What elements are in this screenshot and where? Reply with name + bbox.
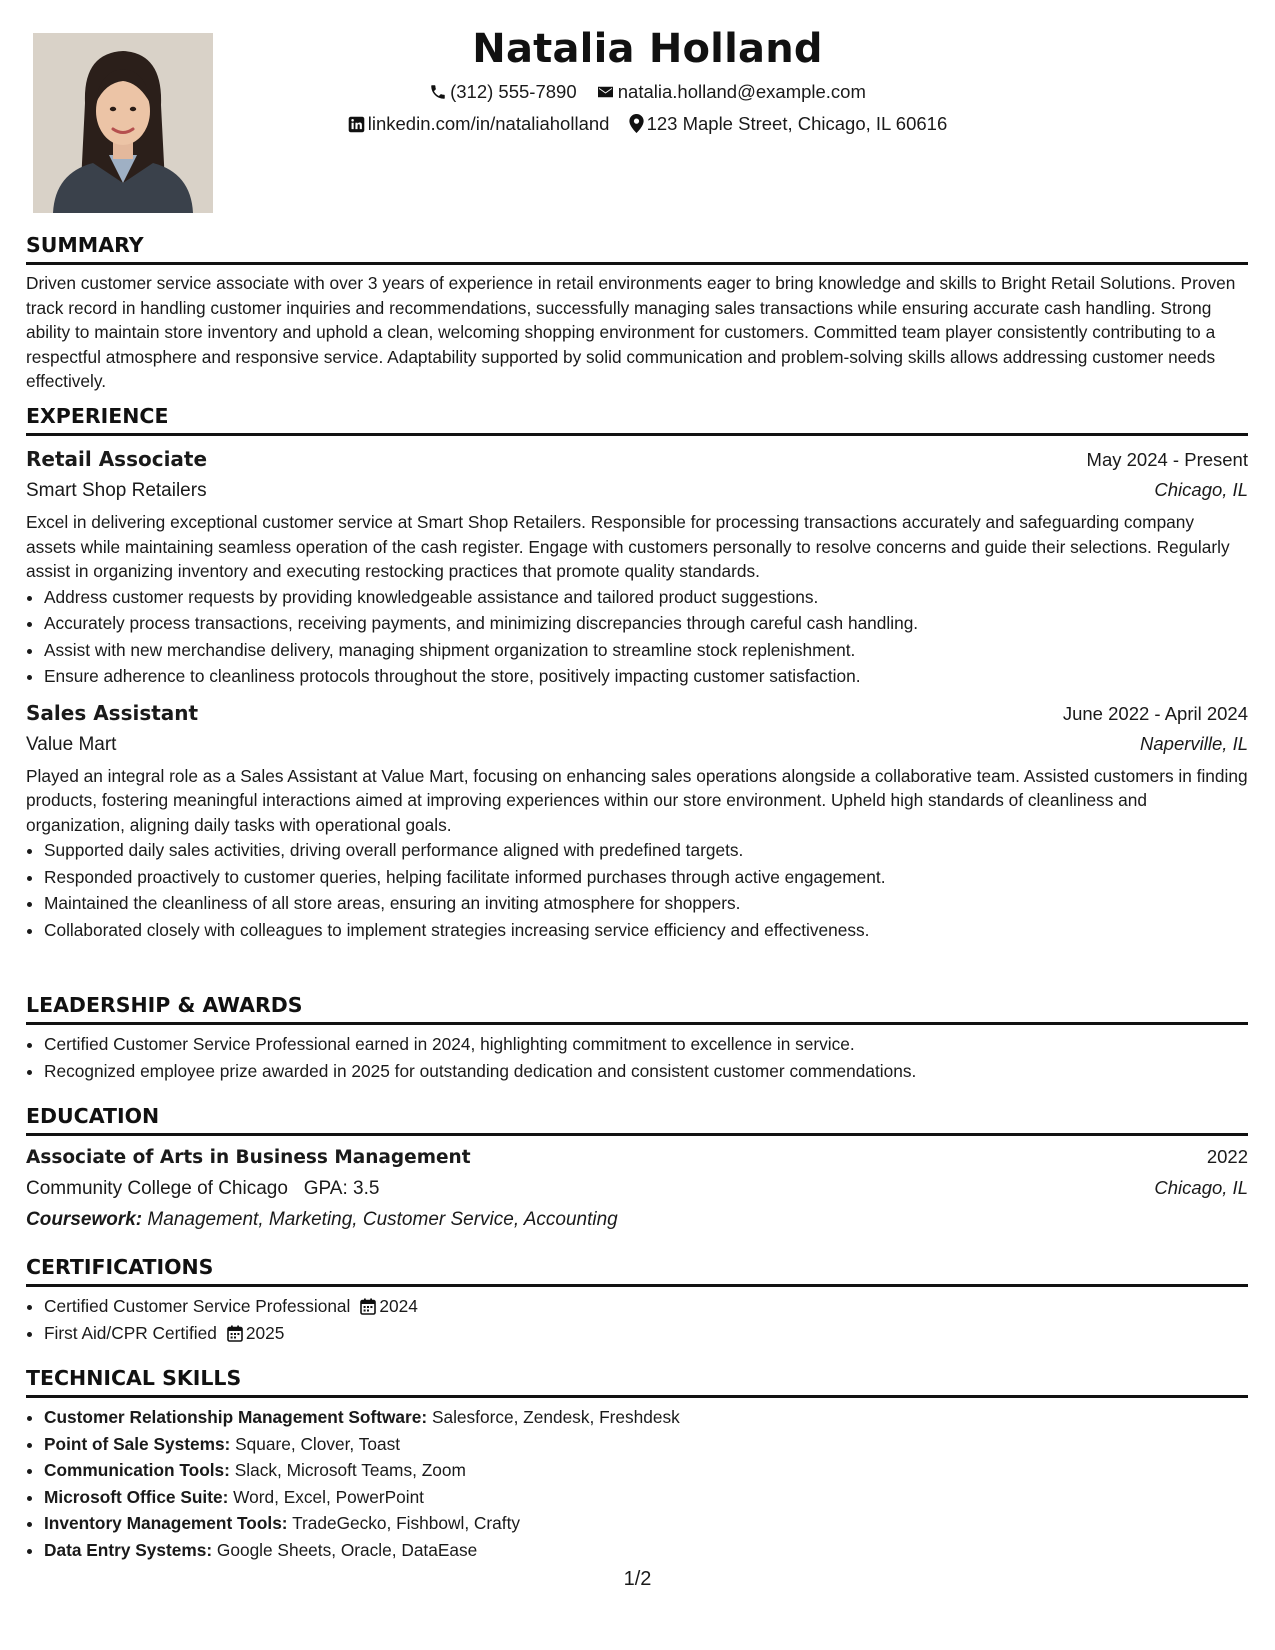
address-contact xyxy=(629,108,948,140)
job-bullet: • Collaborated closely with colleagues to implement strategies increasing service efficiency and effectiveness. xyxy=(44,917,1248,944)
job-description: Played an integral role as a Sales Assistant at Value Mart, focusing on enhancing sales operations alongside a collaborative team. Assisted customers in finding products, fostering meaningful interactions aimed at improving experiences within our store environment. Upheld high standards of cleanliness and organization, aligning daily tasks with operational goals. xyxy=(26,765,1248,835)
skill-category: Data Entry Systems: xyxy=(44,1539,213,1560)
coursework-line xyxy=(26,1204,1248,1236)
skill-values: Google Sheets, Oracle, DataEase xyxy=(216,1539,478,1560)
phone-icon xyxy=(429,83,447,101)
calendar-icon xyxy=(360,1298,376,1315)
experience-section xyxy=(26,403,1248,943)
job-description: Excel in delivering exceptional customer service at Smart Shop Retailers. Responsible for processing transactions accurately and safeguarding company assets while maintaining seamless operation of the cash register. Engage with customers personally to resolve concerns and guide their selections. Regularly assist in organizing inventory and executing restocking practices that promote quality standards. xyxy=(26,512,1230,581)
skill-values: Salesforce, Zendesk, Freshdesk xyxy=(431,1407,680,1427)
section-title-education: EDUCATION xyxy=(26,1103,1248,1136)
resume-header xyxy=(260,22,1035,140)
job-location: Chicago, IL xyxy=(1154,479,1248,500)
awards-section xyxy=(26,992,1248,1084)
certifications-section xyxy=(26,1254,1248,1346)
email-text: natalia.holland@example.com xyxy=(617,81,866,102)
job-bullet: • Supported daily sales activities, driving overall performance aligned with predefined targets. xyxy=(44,837,1248,864)
contact-line-2 xyxy=(260,108,1035,140)
certification-name: First Aid/CPR Certified xyxy=(44,1322,217,1343)
skill-category: Microsoft Office Suite: xyxy=(44,1486,229,1507)
summary-text: Driven customer service associate with over 3 years of experience in retail environments eager to bring knowledge and skills to Bright Retail Solutions. Proven track record in handling customer inquiries and recommendations, successfully managing sales transactions while ensuring accurate cash handling. Strong ability to maintain store inventory and uphold a clean, welcoming shopping environment for customers. Committed team player consistently contributing to a respectful atmosphere and responsive service. Adaptability supported by solid communication and problem-solving skills allows addressing customer needs effectively. xyxy=(26,273,1236,391)
job-bullet: • Responded proactively to customer queries, helping facilitate informed purchases through active engagement. xyxy=(44,864,1248,891)
certification-item xyxy=(44,1293,1248,1320)
linkedin-text: linkedin.com/in/nataliaholland xyxy=(367,113,610,134)
certification-year: 2024 xyxy=(379,1296,418,1316)
address-text: 123 Maple Street, Chicago, IL 60616 xyxy=(646,113,948,134)
awards-list xyxy=(26,1031,1248,1084)
calendar-icon xyxy=(227,1325,243,1342)
email-contact[interactable] xyxy=(596,76,866,108)
degree-name: Associate of Arts in Business Management xyxy=(26,1147,471,1168)
skill-values: Square, Clover, Toast xyxy=(235,1433,401,1454)
job-bullet: • Address customer requests by providing knowledgeable assistance and tailored product suggestions. xyxy=(44,584,1248,611)
section-title-experience: EXPERIENCE xyxy=(26,403,1248,436)
skill-category: Communication Tools: xyxy=(44,1460,230,1480)
job-bullet: • Assist with new merchandise delivery, managing shipment organization to streamline stock replenishment. xyxy=(44,637,1248,664)
award-item: • Certified Customer Service Professional earned in 2024, highlighting commitment to excellence in service. xyxy=(44,1031,1248,1058)
job-entry xyxy=(26,698,1248,944)
profile-photo xyxy=(33,33,213,213)
award-item: • Recognized employee prize awarded in 2025 for outstanding dedication and consistent customer commendations. xyxy=(44,1058,1248,1085)
candidate-name: Natalia Holland xyxy=(472,26,823,72)
linkedin-contact[interactable] xyxy=(348,108,610,140)
skill-item xyxy=(44,1537,1248,1564)
certification-name: Certified Customer Service Professional xyxy=(44,1296,351,1316)
skills-list xyxy=(26,1404,1248,1563)
job-location: Naperville, IL xyxy=(1140,732,1248,754)
linkedin-icon xyxy=(348,116,365,133)
job-dates: June 2022 - April 2024 xyxy=(1062,702,1248,724)
skill-category: Customer Relationship Management Software: xyxy=(44,1407,428,1427)
coursework-label: Coursework: xyxy=(26,1209,143,1230)
skill-category: Inventory Management Tools: xyxy=(44,1513,288,1533)
section-title-summary: SUMMARY xyxy=(26,232,1248,265)
skill-category: Point of Sale Systems: xyxy=(44,1433,231,1454)
education-section xyxy=(26,1103,1248,1236)
skill-values: Slack, Microsoft Teams, Zoom xyxy=(234,1460,466,1480)
job-bullet: • Ensure adherence to cleanliness protocols throughout the store, positively impacting customer satisfaction. xyxy=(44,663,1248,690)
job-bullets xyxy=(26,837,1248,943)
job-bullets xyxy=(26,584,1248,690)
section-title-awards: LEADERSHIP & AWARDS xyxy=(26,992,1248,1025)
skill-item xyxy=(44,1484,1248,1511)
contact-line-1 xyxy=(260,76,1035,108)
job-dates: May 2024 - Present xyxy=(1086,449,1248,470)
page-number: 1/2 xyxy=(623,1568,652,1590)
skill-values: Word, Excel, PowerPoint xyxy=(233,1486,424,1507)
company-name: Smart Shop Retailers xyxy=(26,480,207,501)
portrait-image xyxy=(33,33,213,213)
job-entry xyxy=(26,444,1248,690)
graduation-year: 2022 xyxy=(1206,1146,1248,1167)
job-bullet: • Accurately process transactions, receiving payments, and minimizing discrepancies through careful cash handling. xyxy=(44,610,1248,637)
certifications-list xyxy=(26,1293,1248,1346)
school-line xyxy=(26,1174,379,1204)
skill-item xyxy=(44,1404,1248,1431)
section-title-skills: TECHNICAL SKILLS xyxy=(26,1365,1248,1398)
map-pin-icon xyxy=(629,114,644,133)
job-title: Retail Associate xyxy=(26,447,208,471)
skills-section xyxy=(26,1365,1248,1563)
certification-item xyxy=(44,1320,1248,1347)
certification-year: 2025 xyxy=(245,1322,285,1343)
skill-values: TradeGecko, Fishbowl, Crafty xyxy=(292,1513,521,1533)
phone-contact[interactable] xyxy=(429,76,577,108)
gpa: GPA: 3.5 xyxy=(303,1178,380,1199)
school-name: Community College of Chicago xyxy=(26,1178,288,1199)
job-bullet: • Maintained the cleanliness of all store areas, ensuring an inviting atmosphere for shoppers. xyxy=(44,890,1248,917)
skill-item xyxy=(44,1457,1248,1484)
school-location: Chicago, IL xyxy=(1154,1177,1248,1198)
job-title: Sales Assistant xyxy=(26,700,199,725)
skill-item xyxy=(44,1431,1248,1458)
summary-section xyxy=(26,232,1248,394)
company-name: Value Mart xyxy=(26,733,117,755)
section-title-certifications: CERTIFICATIONS xyxy=(26,1254,1248,1287)
coursework-list: Management, Marketing, Customer Service, Accounting xyxy=(147,1209,618,1230)
envelope-icon xyxy=(596,83,615,101)
skill-item xyxy=(44,1510,1248,1537)
phone-text: (312) 555-7890 xyxy=(450,81,577,102)
